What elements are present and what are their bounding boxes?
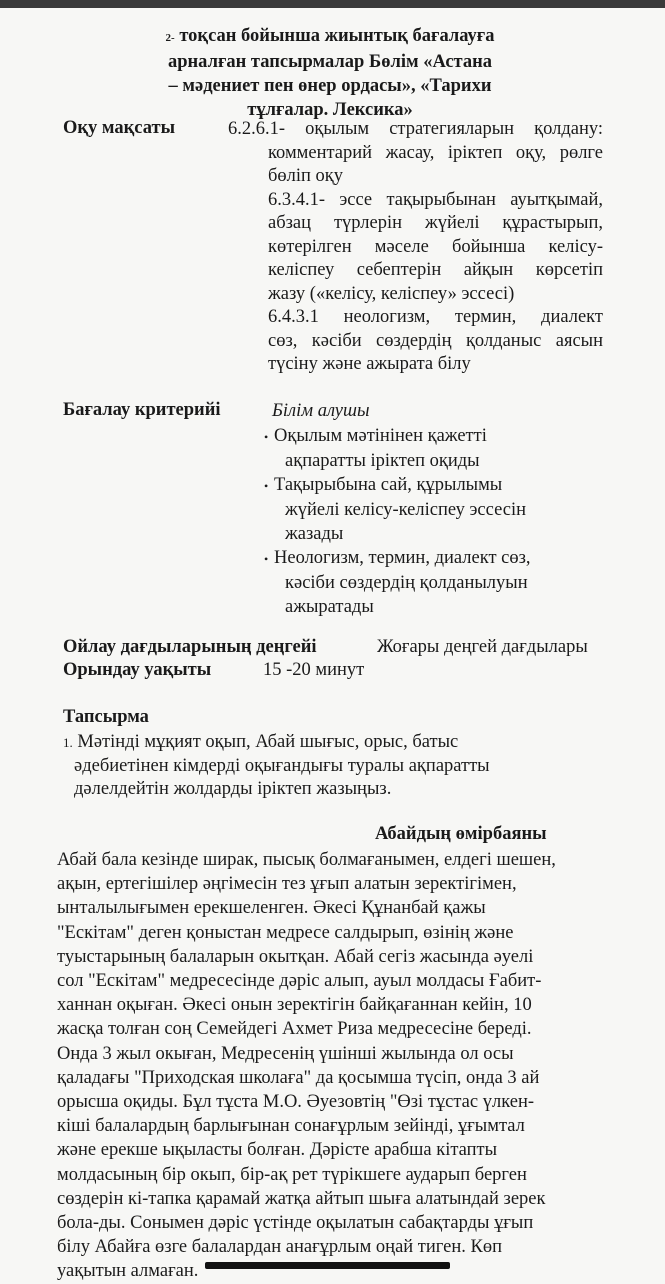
bio-line: қаладағы "Приходская школаға" да қосымша түсіп, онда 3 ай: [57, 1067, 540, 1088]
bio-line: орысша оқиды. Бұл тұста М.О. Әуезовтің "Өзі тұстас үлкен-: [57, 1092, 535, 1113]
redaction-mark: [205, 1262, 450, 1269]
objectives-text-cont: [268, 142, 603, 377]
bio-line: молдасының бір окып, бір-ақ рет түрікшеге аударып берген: [57, 1164, 527, 1185]
bullet-icon: •: [264, 430, 269, 444]
bullet-icon: •: [264, 479, 269, 493]
title-line-2: арналған тапсырмалар Бөлім «Астана: [167, 52, 493, 72]
bullet-icon: •: [264, 552, 269, 566]
section-number: 2-: [165, 32, 175, 44]
objectives-text: [228, 118, 603, 142]
objective-line: абзац түрлерін жүйелі құрастырып,: [268, 213, 603, 233]
task-line: Мәтінді мұқият оқып, Абай шығыс, орыс, батыс: [77, 732, 459, 752]
bio-line: білу Абайға өзге балалардан анағұрлым оңай тиген. Көп: [57, 1237, 502, 1258]
time-label: Орындау уақыты: [63, 660, 212, 680]
objective-line: 6.2.6.1- оқылым стратегияларын қолдану:: [228, 119, 603, 139]
criteria-item-2: • Тақырыбына сай, құрылымы жүйелі келісу-келіспеу эссесін жазады: [264, 475, 526, 544]
objective-line: келіспеу себептерін айқын көрсетіп: [268, 260, 603, 280]
document-title: [60, 24, 600, 122]
task-line: дәлелдейтін жолдарды іріктеп жазыңыз.: [74, 779, 392, 799]
title-line-4: тұлғалар. Лексика»: [247, 100, 413, 120]
objective-line: сөз, кәсіби сөздердің қолданыс аясын: [268, 330, 603, 351]
bio-line: Абай бала кезінде ширак, пысық болмағанымен, елдегі шешен,: [57, 850, 556, 870]
bio-line: кіші балалардың барлығынан сонағұрлым зейінді, ұғымтал: [57, 1116, 525, 1137]
objective-line: 6.3.4.1- эссе тақырыбынан ауытқымай,: [268, 189, 603, 210]
objective-line: 6.4.3.1 неологизм, термин, диалект: [268, 307, 603, 327]
bio-line: сөздерін кі-тапка қарамай жатқа айтып шыға алатындай зерек: [57, 1188, 546, 1209]
bio-line: Онда 3 жыл окыған, Медресенің үшінші жылында ол осы: [57, 1043, 514, 1064]
task-text: [63, 731, 490, 802]
objective-line: жазу («келісу, келіспеу» эссесі): [268, 283, 515, 304]
thinking-label: Ойлау дағдыларының деңгейі: [63, 637, 317, 657]
bio-line: ақын, ертегішілер әңгімесін тез ұғып алатын зеректігімен,: [57, 874, 517, 895]
task-line: әдебиетінен кімдерді оқығандығы туралы ақпаратты: [74, 755, 490, 776]
bio-line: жасқа толған соң Семейдегі Ахмет Риза медресесіне береді.: [57, 1019, 532, 1040]
top-dark-edge: [0, 0, 665, 8]
bio-line: бола-ды. Сонымен дәріс үстінде оқылатын сабақтарды ұғып: [57, 1213, 534, 1234]
task-heading: Тапсырма: [63, 707, 149, 727]
thinking-value: Жоғары деңгей дағдылары: [377, 637, 588, 657]
bio-line: ынталылығымен ерекшеленген. Әкесі Құнанбай қажы: [57, 898, 486, 919]
objective-line: комментарий жасау, іріктеп оқу, рөлге: [268, 142, 603, 163]
bio-heading: Абайдың өмірбаяны: [375, 824, 547, 844]
title-line-3: – мәдениет пен өнер ордасы», «Тарихи: [168, 76, 492, 96]
objective-line: түсіну және ажырата білу: [268, 354, 471, 374]
bio-line: сол "Ескітам" медресесінде дәріс алып, ауыл молдасы Ғабит-: [57, 971, 542, 992]
criteria-item-3: • Неологизм, термин, диалект сөз, кәсіби сөздердің қолданылуын ажыратады: [264, 548, 531, 617]
objective-line: көтерілген мәселе бойынша келісу-: [268, 236, 603, 257]
criteria-label: Бағалау критерийі: [63, 400, 221, 420]
bio-line: уақытын алмаған.: [57, 1261, 199, 1282]
bio-line: және ерекше ықыласты болған. Дәрісте арабша кітапты: [57, 1140, 498, 1161]
criteria-list: [264, 424, 531, 619]
criteria-intro: Білім алушы: [272, 401, 370, 421]
bio-line: ханнан оқыған. Әкесі онын зеректігін байқағаннан кейін, 10: [57, 995, 532, 1016]
bio-line: туыстарының балаларын окытқан. Абай сегіз жасында әуелі: [57, 946, 534, 967]
title-line-1: 2- тоқсан бойынша жиынтық бағалауға: [165, 26, 495, 46]
objective-line: бөліп оқу: [268, 166, 344, 186]
bio-line: "Ескітам" деген қоныстан медресе салдырып, өзінің және: [57, 922, 514, 943]
task-number: 1.: [63, 735, 73, 750]
criteria-item-1: • Оқылым мәтінінен қажетті ақпаратты іріктеп оқиды: [264, 426, 487, 471]
objectives-label: Оқу мақсаты: [63, 118, 176, 138]
bio-text: [57, 848, 556, 1284]
time-value: 15 -20 минут: [263, 660, 365, 680]
